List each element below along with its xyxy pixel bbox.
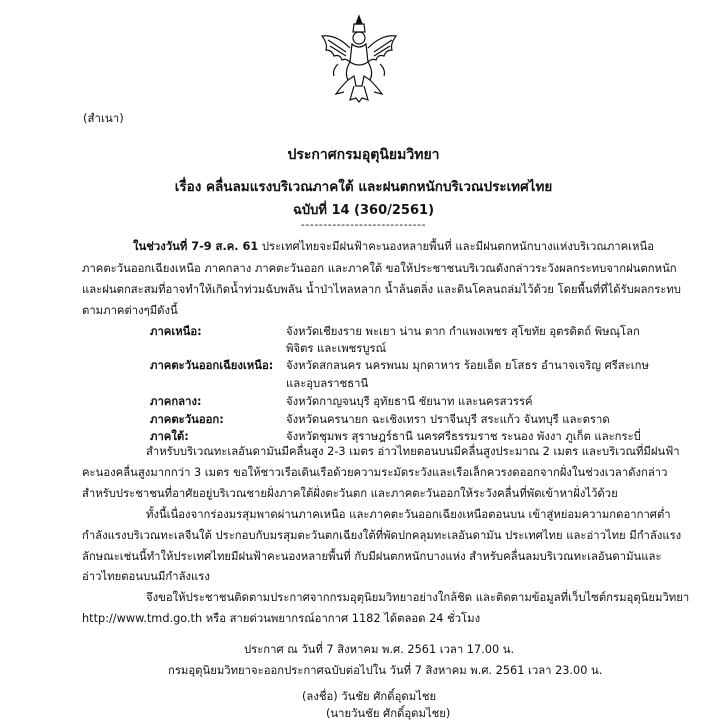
region-northeast-label: ภาคตะวันออกเฉียงเหนือ: bbox=[150, 359, 274, 372]
region-east-provinces: จังหวัดนครนายก ฉะเชิงเทรา ปราจีนบุรี สระแก้ว จันทบุรี และตราด bbox=[286, 413, 610, 426]
region-south-provinces: จังหวัดชุมพร สุราษฎร์ธานี นครศรีธรรมราช ระนอง พังงา ภูเก็ต และกระบี่ bbox=[286, 430, 641, 443]
divider: ---------------------------- bbox=[300, 218, 427, 231]
region-east-label: ภาคตะวันออก: bbox=[150, 413, 224, 426]
cause-line-4: อ่าวไทยตอนบนมีกำลังแรง bbox=[82, 570, 210, 583]
cause-line-2: กำลังแรงบริเวณทะเลจีนใต้ ประกอบกับมรสุมตะวันตกเฉียงใต้ที่พัดปกคลุมทะเลอันดามัน ประเทศไทย และอ่าวไทย มีกำลังแรง bbox=[82, 529, 682, 542]
copy-label: (สำเนา) bbox=[83, 111, 124, 125]
region-central-provinces: จังหวัดกาญจนบุรี อุทัยธานี ชัยนาท และนครสวรรค์ bbox=[286, 395, 533, 408]
region-northeast-provinces-cont: และอุบลราชธานี bbox=[286, 377, 369, 390]
region-south-label: ภาคใต้: bbox=[150, 430, 189, 443]
announce-date: ประกาศ ณ วันที่ 7 สิงหาคม พ.ศ. 2561 เวลา 17.00 น. bbox=[244, 643, 515, 656]
intro-line-1 bbox=[133, 240, 654, 254]
follow-line-1: จึงขอให้ประชาชนติดตามประกาศจากกรมอุตุนิยมวิทยาอย่างใกล้ชิด และติดตามข้อมูลที่เว็บไซต์กรมอุตุนิยมวิทยา bbox=[146, 591, 690, 604]
signer-name: (นายวันชัย ศักดิ์อุดมไชย) bbox=[326, 707, 451, 720]
region-north-provinces-cont: พิจิตร และเพชรบูรณ์ bbox=[286, 342, 387, 355]
intro-line-3: และฝนตกสะสมที่อาจทำให้เกิดน้ำท่วมฉับพลัน น้ำป่าไหลหลาก น้ำล้นตลิ่ง และดินโคลนถล่มไว้ด้วย โดยพื้นที่ที่ได้รับผลกระทบ bbox=[82, 283, 681, 296]
follow-line-2: http://www.tmd.go.th หรือ สายด่วนพยากรณ์อากาศ 1182 ได้ตลอด 24 ชั่วโมง bbox=[82, 612, 481, 625]
announcement-title: ประกาศกรมอุตุนิยมวิทยา bbox=[287, 147, 440, 163]
signature-line: (ลงชื่อ) วันชัย ศักดิ์อุดมไชย bbox=[302, 690, 437, 703]
waves-line-3: สำหรับประชาชนที่อาศัยอยู่บริเวณชายฝั่งภาคใต้ฝั่งตะวันตก และภาคตะวันออกให้ระวังคลื่นที่พัดเข้าหาฝั่งไว้ด้วย bbox=[82, 487, 618, 500]
intro-lead: ในช่วงวันที่ 7-9 ส.ค. 61 bbox=[133, 240, 259, 253]
cause-line-3: ลักษณะเช่นนี้ทำให้ประเทศไทยมีฝนฟ้าคะนองหลายพื้นที่ กับมีฝนตกหนักบางแห่ง สำหรับคลื่นลมบริเวณทะเลอันดามันและ bbox=[82, 550, 662, 563]
region-north-label: ภาคเหนือ: bbox=[150, 325, 202, 338]
intro-line-2: ภาคตะวันออกเฉียงเหนือ ภาคกลาง ภาคตะวันออก และภาคใต้ ขอให้ประชาชนบริเวณดังกล่าวระวังผลกระทบจากฝนตกหนัก bbox=[82, 262, 677, 275]
announcement-subject: เรื่อง คลื่นลมแรงบริเวณภาคใต้ และฝนตกหนักบริเวณประเทศไทย bbox=[174, 179, 553, 195]
garuda-emblem bbox=[318, 14, 400, 104]
intro-line-4: ตามภาคต่างๆมีดังนี้ bbox=[82, 304, 178, 317]
region-central-label: ภาคกลาง: bbox=[150, 395, 202, 408]
intro-line-1-rest: ประเทศไทยจะมีฝนฟ้าคะนองหลายพื้นที่ และมีฝนตกหนักบางแห่งบริเวณภาคเหนือ bbox=[258, 240, 654, 253]
waves-line-1: สำหรับบริเวณทะเลอันดามันมีคลื่นสูง 2-3 เมตร อ่าวไทยตอนบนมีคลื่นสูงประมาณ 2 เมตร และบริเวณที่มีฝนฟ้า bbox=[146, 445, 680, 458]
waves-line-2: คะนองคลื่นสูงมากกว่า 3 เมตร ขอให้ชาวเรือเดินเรือด้วยความระมัดระวังและเรือเล็กควรงดออกจากฝั่งในช่วงเวลาดังกล่าว bbox=[82, 466, 668, 479]
issue-number: ฉบับที่ 14 (360/2561) bbox=[292, 203, 435, 218]
region-northeast-provinces: จังหวัดสกลนคร นครพนม มุกดาหาร ร้อยเอ็ด ยโสธร อำนาจเจริญ ศรีสะเกษ bbox=[286, 359, 649, 372]
cause-line-1: ทั้งนี้เนื่องจากร่องมรสุมพาดผ่านภาคเหนือ และภาคตะวันออกเฉียงเหนือตอนบน เข้าสู่หย่อมความกดอากาศต่ำ bbox=[146, 508, 671, 521]
next-issue-notice: กรมอุตุนิยมวิทยาจะออกประกาศฉบับต่อไปใน วันที่ 7 สิงหาคม พ.ศ. 2561 เวลา 23.00 น. bbox=[168, 664, 603, 677]
region-north-provinces: จังหวัดเชียงราย พะเยา น่าน ตาก กำแพงเพชร สุโขทัย อุตรดิตถ์ พิษณุโลก bbox=[286, 325, 640, 338]
